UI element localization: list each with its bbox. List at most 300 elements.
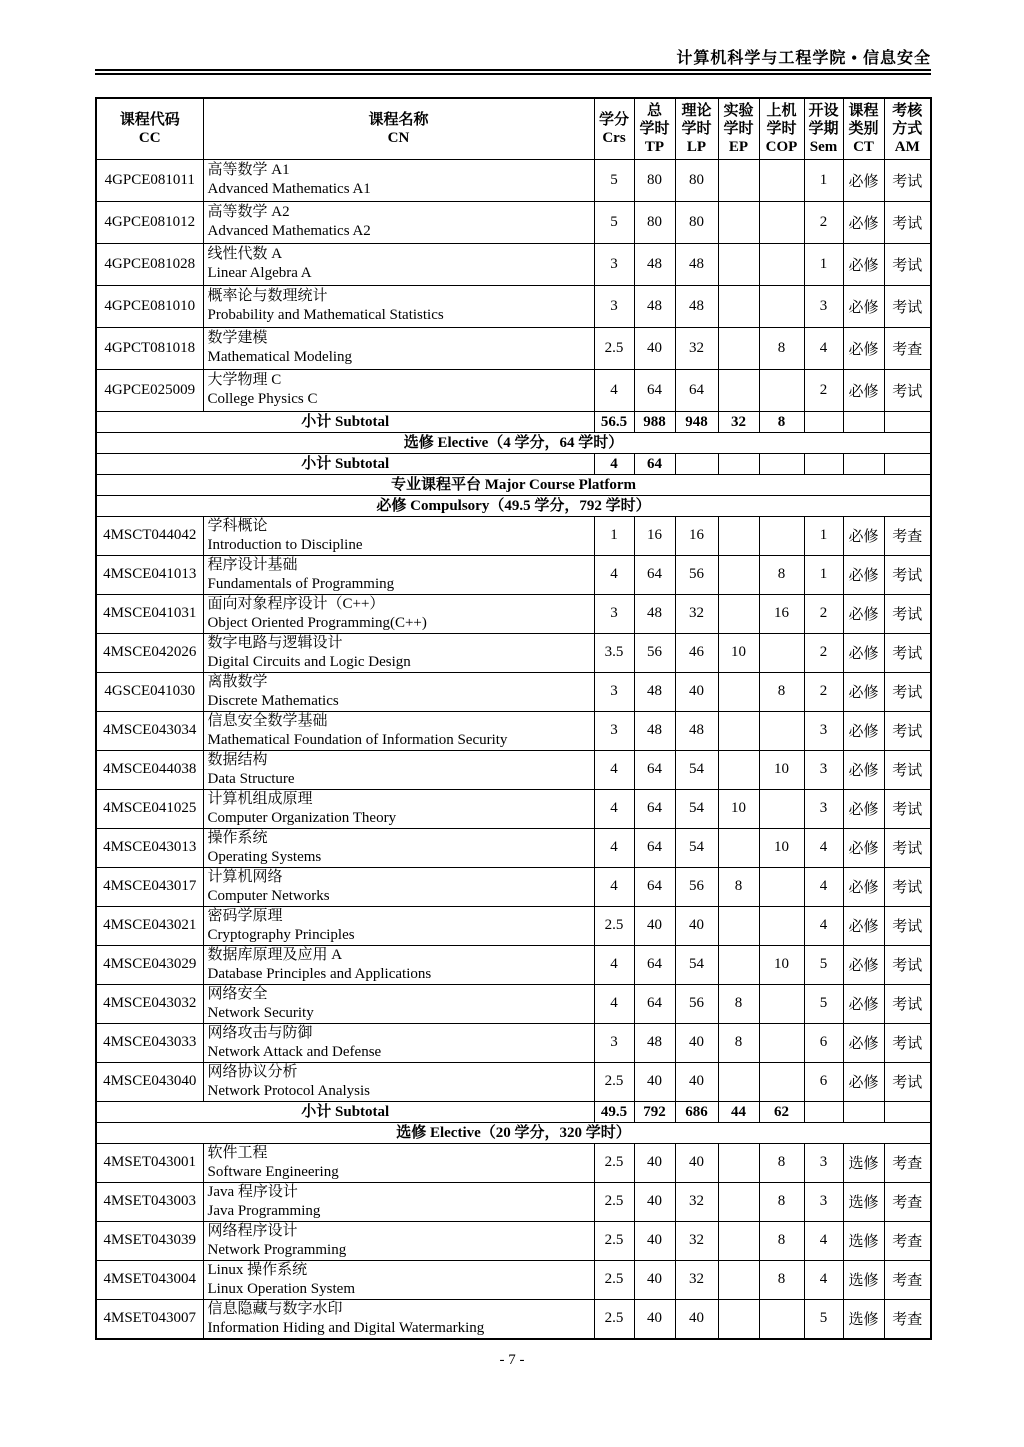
computer-periods-cell: 10 bbox=[759, 945, 804, 984]
section-header-row bbox=[96, 474, 931, 495]
course-row bbox=[96, 369, 931, 411]
course-code-cell: 4MSCE041013 bbox=[96, 555, 203, 594]
course-code-cell: 4GPCE025009 bbox=[96, 369, 203, 411]
course-type-cell: 必修 bbox=[843, 867, 884, 906]
total-periods-cell: 80 bbox=[634, 201, 675, 243]
experiment-periods-cell bbox=[718, 828, 759, 867]
credits-cell: 4 bbox=[594, 555, 634, 594]
assessment-method-cell: 考试 bbox=[884, 369, 931, 411]
subtotal-assessment-cell bbox=[884, 453, 931, 474]
experiment-periods-cell: 8 bbox=[718, 984, 759, 1023]
course-name-en: Data Structure bbox=[207, 770, 295, 787]
computer-periods-cell: 8 bbox=[759, 1221, 804, 1260]
total-periods-cell: 40 bbox=[634, 1260, 675, 1299]
assessment-method-cell: 考查 bbox=[884, 327, 931, 369]
course-type-cell: 必修 bbox=[843, 906, 884, 945]
experiment-periods-cell bbox=[718, 159, 759, 201]
credits-cell: 2.5 bbox=[594, 906, 634, 945]
credits-cell: 2.5 bbox=[594, 327, 634, 369]
assessment-method-cell: 考试 bbox=[884, 984, 931, 1023]
course-row bbox=[96, 750, 931, 789]
computer-periods-cell bbox=[759, 516, 804, 555]
computer-periods-cell: 16 bbox=[759, 594, 804, 633]
course-name-zh: 密码学原理 bbox=[207, 907, 283, 924]
semester-cell: 5 bbox=[804, 1299, 843, 1339]
document-header-title: 计算机科学与工程学院 • 信息安全 bbox=[676, 50, 931, 67]
course-name-cell bbox=[203, 984, 594, 1023]
semester-cell: 1 bbox=[804, 516, 843, 555]
course-name-zh: 计算机组成原理 bbox=[207, 790, 313, 807]
credits-cell: 4 bbox=[594, 750, 634, 789]
course-name-cell bbox=[203, 159, 594, 201]
course-name-zh: 网络协议分析 bbox=[207, 1063, 298, 1080]
semester-cell: 2 bbox=[804, 594, 843, 633]
total-periods-cell: 48 bbox=[634, 1023, 675, 1062]
computer-periods-cell bbox=[759, 1062, 804, 1101]
lecture-periods-cell: 32 bbox=[675, 1221, 718, 1260]
course-name-cell bbox=[203, 750, 594, 789]
semester-cell: 3 bbox=[804, 750, 843, 789]
course-name-cell bbox=[203, 711, 594, 750]
subtotal-assessment-cell bbox=[884, 411, 931, 432]
course-name-cell bbox=[203, 201, 594, 243]
computer-periods-cell: 10 bbox=[759, 750, 804, 789]
subtotal-label-cell: 小计 Subtotal bbox=[96, 411, 594, 432]
course-name-cell bbox=[203, 594, 594, 633]
credits-cell: 3 bbox=[594, 594, 634, 633]
subtotal-semester-cell bbox=[804, 453, 843, 474]
total-periods-cell: 40 bbox=[634, 906, 675, 945]
course-type-cell: 必修 bbox=[843, 750, 884, 789]
computer-periods-cell: 8 bbox=[759, 1260, 804, 1299]
total-periods-cell: 64 bbox=[634, 750, 675, 789]
course-name-cell bbox=[203, 1299, 594, 1339]
experiment-periods-cell: 8 bbox=[718, 867, 759, 906]
course-row bbox=[96, 243, 931, 285]
computer-periods-cell: 8 bbox=[759, 1143, 804, 1182]
section-header-row bbox=[96, 432, 931, 453]
computer-periods-cell: 8 bbox=[759, 555, 804, 594]
course-name-cell bbox=[203, 327, 594, 369]
total-periods-cell: 40 bbox=[634, 1143, 675, 1182]
course-name-cell bbox=[203, 1260, 594, 1299]
course-type-cell: 必修 bbox=[843, 159, 884, 201]
course-name-cell bbox=[203, 867, 594, 906]
course-name-en: Linux Operation System bbox=[207, 1280, 355, 1297]
course-type-cell: 必修 bbox=[843, 285, 884, 327]
course-code-cell: 4MSCE043021 bbox=[96, 906, 203, 945]
semester-cell: 4 bbox=[804, 906, 843, 945]
computer-periods-cell bbox=[759, 789, 804, 828]
experiment-periods-cell bbox=[718, 516, 759, 555]
assessment-method-cell: 考试 bbox=[884, 828, 931, 867]
course-name-zh: 数据库原理及应用 A bbox=[207, 946, 343, 963]
course-name-en: Mathematical Foundation of Information Security bbox=[207, 731, 508, 748]
course-type-cell: 必修 bbox=[843, 789, 884, 828]
course-name-en: Network Protocol Analysis bbox=[207, 1082, 370, 1099]
credits-cell: 4 bbox=[594, 828, 634, 867]
lecture-periods-cell: 48 bbox=[675, 285, 718, 327]
course-name-zh: 数字电路与逻辑设计 bbox=[207, 634, 343, 651]
computer-periods-cell bbox=[759, 633, 804, 672]
course-name-zh: 信息隐藏与数字水印 bbox=[207, 1300, 343, 1317]
course-code-cell: 4MSCE041031 bbox=[96, 594, 203, 633]
course-row bbox=[96, 1260, 931, 1299]
lecture-periods-cell: 80 bbox=[675, 159, 718, 201]
computer-periods-cell bbox=[759, 201, 804, 243]
subtotal-total-periods-cell: 792 bbox=[634, 1101, 675, 1122]
computer-periods-cell bbox=[759, 1299, 804, 1339]
assessment-method-cell: 考试 bbox=[884, 867, 931, 906]
course-code-cell: 4GPCE081012 bbox=[96, 201, 203, 243]
column-header-lp: 理论 学时 LP bbox=[675, 98, 718, 159]
lecture-periods-cell: 32 bbox=[675, 594, 718, 633]
total-periods-cell: 40 bbox=[634, 1182, 675, 1221]
section-label-cell: 选修 Elective（20 学分，320 学时） bbox=[96, 1122, 931, 1143]
credits-cell: 3 bbox=[594, 711, 634, 750]
semester-cell: 6 bbox=[804, 1023, 843, 1062]
course-row bbox=[96, 1299, 931, 1339]
total-periods-cell: 40 bbox=[634, 1299, 675, 1339]
credits-cell: 2.5 bbox=[594, 1221, 634, 1260]
total-periods-cell: 16 bbox=[634, 516, 675, 555]
course-code-cell: 4GPCE081011 bbox=[96, 159, 203, 201]
course-name-zh: 计算机网络 bbox=[207, 868, 283, 885]
column-header-ep: 实验 学时 EP bbox=[718, 98, 759, 159]
experiment-periods-cell bbox=[718, 369, 759, 411]
course-row bbox=[96, 1062, 931, 1101]
course-name-zh: 操作系统 bbox=[207, 829, 268, 846]
course-name-en: Probability and Mathematical Statistics bbox=[207, 307, 444, 323]
lecture-periods-cell: 80 bbox=[675, 201, 718, 243]
course-row bbox=[96, 867, 931, 906]
course-name-en: Advanced Mathematics A1 bbox=[207, 181, 371, 197]
subtotal-row bbox=[96, 453, 931, 474]
assessment-method-cell: 考试 bbox=[884, 750, 931, 789]
course-row bbox=[96, 1182, 931, 1221]
course-type-cell: 选修 bbox=[843, 1182, 884, 1221]
semester-cell: 3 bbox=[804, 285, 843, 327]
credits-cell: 2.5 bbox=[594, 1182, 634, 1221]
course-name-zh: 网络程序设计 bbox=[207, 1222, 298, 1239]
course-name-cell bbox=[203, 516, 594, 555]
course-name-zh: 学科概论 bbox=[207, 517, 268, 534]
course-type-cell: 必修 bbox=[843, 711, 884, 750]
credits-cell: 1 bbox=[594, 516, 634, 555]
course-code-cell: 4MSET043007 bbox=[96, 1299, 203, 1339]
semester-cell: 3 bbox=[804, 711, 843, 750]
course-row bbox=[96, 555, 931, 594]
credits-cell: 3 bbox=[594, 243, 634, 285]
course-code-cell: 4MSCT044042 bbox=[96, 516, 203, 555]
course-name-zh: 大学物理 C bbox=[207, 372, 282, 388]
subtotal-course-type-cell bbox=[843, 453, 884, 474]
lecture-periods-cell: 54 bbox=[675, 789, 718, 828]
course-code-cell: 4MSET043001 bbox=[96, 1143, 203, 1182]
course-row bbox=[96, 201, 931, 243]
lecture-periods-cell: 54 bbox=[675, 945, 718, 984]
assessment-method-cell: 考试 bbox=[884, 594, 931, 633]
course-name-en: Network Attack and Defense bbox=[207, 1043, 382, 1060]
semester-cell: 3 bbox=[804, 1143, 843, 1182]
course-name-en: Software Engineering bbox=[207, 1163, 339, 1180]
total-periods-cell: 40 bbox=[634, 1062, 675, 1101]
experiment-periods-cell bbox=[718, 750, 759, 789]
course-name-en: Mathematical Modeling bbox=[207, 349, 353, 365]
experiment-periods-cell bbox=[718, 672, 759, 711]
credits-cell: 4 bbox=[594, 867, 634, 906]
course-name-zh: 数据结构 bbox=[207, 751, 268, 768]
course-name-zh: 高等数学 A1 bbox=[207, 162, 290, 178]
assessment-method-cell: 考试 bbox=[884, 672, 931, 711]
subtotal-credits-cell: 49.5 bbox=[594, 1101, 634, 1122]
course-name-cell bbox=[203, 243, 594, 285]
experiment-periods-cell bbox=[718, 285, 759, 327]
course-name-cell bbox=[203, 1182, 594, 1221]
subtotal-computer-periods-cell: 62 bbox=[759, 1101, 804, 1122]
course-code-cell: 4MSCE044038 bbox=[96, 750, 203, 789]
semester-cell: 4 bbox=[804, 1221, 843, 1260]
lecture-periods-cell: 32 bbox=[675, 1260, 718, 1299]
course-code-cell: 4MSCE043017 bbox=[96, 867, 203, 906]
course-type-cell: 必修 bbox=[843, 516, 884, 555]
assessment-method-cell: 考查 bbox=[884, 1260, 931, 1299]
computer-periods-cell: 8 bbox=[759, 672, 804, 711]
course-code-cell: 4MSCE041025 bbox=[96, 789, 203, 828]
lecture-periods-cell: 32 bbox=[675, 1182, 718, 1221]
semester-cell: 2 bbox=[804, 369, 843, 411]
page-number: - 7 - bbox=[499, 1352, 525, 1368]
course-code-cell: 4MSET043003 bbox=[96, 1182, 203, 1221]
credits-cell: 3 bbox=[594, 672, 634, 711]
course-code-cell: 4MSCE043033 bbox=[96, 1023, 203, 1062]
assessment-method-cell: 考查 bbox=[884, 1143, 931, 1182]
credits-cell: 2.5 bbox=[594, 1299, 634, 1339]
course-name-zh: Linux 操作系统 bbox=[207, 1261, 308, 1278]
course-name-en: Computer Organization Theory bbox=[207, 809, 397, 826]
course-name-zh: 网络安全 bbox=[207, 985, 268, 1002]
course-row bbox=[96, 159, 931, 201]
course-row bbox=[96, 828, 931, 867]
lecture-periods-cell: 40 bbox=[675, 1143, 718, 1182]
course-name-zh: 概率论与数理统计 bbox=[207, 288, 328, 304]
experiment-periods-cell: 10 bbox=[718, 633, 759, 672]
course-name-en: Linear Algebra A bbox=[207, 265, 312, 281]
lecture-periods-cell: 40 bbox=[675, 906, 718, 945]
experiment-periods-cell bbox=[718, 327, 759, 369]
course-name-cell bbox=[203, 828, 594, 867]
section-label-cell: 专业课程平台 Major Course Platform bbox=[96, 474, 931, 495]
subtotal-lecture-periods-cell: 948 bbox=[675, 411, 718, 432]
column-header-am: 考核 方式 AM bbox=[884, 98, 931, 159]
subtotal-computer-periods-cell: 8 bbox=[759, 411, 804, 432]
section-header-row bbox=[96, 1122, 931, 1143]
subtotal-label-cell: 小计 Subtotal bbox=[96, 1101, 594, 1122]
assessment-method-cell: 考查 bbox=[884, 1182, 931, 1221]
course-row bbox=[96, 711, 931, 750]
subtotal-course-type-cell bbox=[843, 1101, 884, 1122]
course-name-zh: 网络攻击与防御 bbox=[207, 1024, 313, 1041]
computer-periods-cell: 10 bbox=[759, 828, 804, 867]
semester-cell: 1 bbox=[804, 555, 843, 594]
course-code-cell: 4GSCE041030 bbox=[96, 672, 203, 711]
lecture-periods-cell: 40 bbox=[675, 672, 718, 711]
course-code-cell: 4MSCE043034 bbox=[96, 711, 203, 750]
assessment-method-cell: 考试 bbox=[884, 906, 931, 945]
lecture-periods-cell: 56 bbox=[675, 984, 718, 1023]
credits-cell: 3.5 bbox=[594, 633, 634, 672]
lecture-periods-cell: 40 bbox=[675, 1023, 718, 1062]
course-code-cell: 4MSCE043032 bbox=[96, 984, 203, 1023]
table-header bbox=[96, 98, 931, 159]
experiment-periods-cell bbox=[718, 1062, 759, 1101]
course-name-zh: 数学建模 bbox=[207, 330, 268, 346]
course-type-cell: 选修 bbox=[843, 1299, 884, 1339]
lecture-periods-cell: 46 bbox=[675, 633, 718, 672]
credits-cell: 4 bbox=[594, 369, 634, 411]
course-row bbox=[96, 516, 931, 555]
experiment-periods-cell bbox=[718, 1221, 759, 1260]
course-name-cell bbox=[203, 1221, 594, 1260]
semester-cell: 6 bbox=[804, 1062, 843, 1101]
course-name-en: Database Principles and Applications bbox=[207, 965, 432, 982]
column-header-cn: 课程名称 CN bbox=[203, 98, 594, 159]
semester-cell: 1 bbox=[804, 159, 843, 201]
computer-periods-cell bbox=[759, 984, 804, 1023]
credits-cell: 4 bbox=[594, 789, 634, 828]
course-row bbox=[96, 1023, 931, 1062]
total-periods-cell: 48 bbox=[634, 243, 675, 285]
computer-periods-cell bbox=[759, 867, 804, 906]
table-body bbox=[96, 159, 931, 1339]
experiment-periods-cell bbox=[718, 945, 759, 984]
computer-periods-cell bbox=[759, 906, 804, 945]
course-row bbox=[96, 285, 931, 327]
experiment-periods-cell bbox=[718, 711, 759, 750]
semester-cell: 3 bbox=[804, 789, 843, 828]
subtotal-label-cell: 小计 Subtotal bbox=[96, 453, 594, 474]
course-type-cell: 必修 bbox=[843, 555, 884, 594]
lecture-periods-cell: 32 bbox=[675, 327, 718, 369]
semester-cell: 4 bbox=[804, 828, 843, 867]
lecture-periods-cell: 48 bbox=[675, 711, 718, 750]
total-periods-cell: 80 bbox=[634, 159, 675, 201]
assessment-method-cell: 考试 bbox=[884, 1023, 931, 1062]
course-name-cell bbox=[203, 672, 594, 711]
course-code-cell: 4GPCE081028 bbox=[96, 243, 203, 285]
computer-periods-cell bbox=[759, 285, 804, 327]
subtotal-total-periods-cell: 64 bbox=[634, 453, 675, 474]
total-periods-cell: 48 bbox=[634, 594, 675, 633]
semester-cell: 2 bbox=[804, 201, 843, 243]
course-name-en: Digital Circuits and Logic Design bbox=[207, 653, 411, 670]
course-code-cell: 4MSCE043013 bbox=[96, 828, 203, 867]
semester-cell: 4 bbox=[804, 867, 843, 906]
total-periods-cell: 64 bbox=[634, 555, 675, 594]
course-name-en: Information Hiding and Digital Watermarking bbox=[207, 1319, 485, 1336]
subtotal-row bbox=[96, 411, 931, 432]
computer-periods-cell bbox=[759, 159, 804, 201]
subtotal-experiment-periods-cell: 32 bbox=[718, 411, 759, 432]
course-type-cell: 必修 bbox=[843, 594, 884, 633]
experiment-periods-cell bbox=[718, 1143, 759, 1182]
total-periods-cell: 40 bbox=[634, 327, 675, 369]
total-periods-cell: 64 bbox=[634, 369, 675, 411]
course-row bbox=[96, 1221, 931, 1260]
subtotal-semester-cell bbox=[804, 1101, 843, 1122]
total-periods-cell: 64 bbox=[634, 789, 675, 828]
course-row bbox=[96, 594, 931, 633]
course-type-cell: 选修 bbox=[843, 1221, 884, 1260]
course-type-cell: 选修 bbox=[843, 1143, 884, 1182]
course-row bbox=[96, 789, 931, 828]
assessment-method-cell: 考试 bbox=[884, 159, 931, 201]
course-row bbox=[96, 945, 931, 984]
subtotal-experiment-periods-cell: 44 bbox=[718, 1101, 759, 1122]
credits-cell: 5 bbox=[594, 201, 634, 243]
section-label-cell: 必修 Compulsory（49.5 学分，792 学时） bbox=[96, 495, 931, 516]
lecture-periods-cell: 54 bbox=[675, 828, 718, 867]
credits-cell: 2.5 bbox=[594, 1062, 634, 1101]
course-name-zh: 离散数学 bbox=[207, 673, 268, 690]
lecture-periods-cell: 56 bbox=[675, 555, 718, 594]
course-row bbox=[96, 1143, 931, 1182]
course-name-zh: 线性代数 A bbox=[207, 246, 283, 262]
assessment-method-cell: 考试 bbox=[884, 285, 931, 327]
total-periods-cell: 64 bbox=[634, 984, 675, 1023]
semester-cell: 2 bbox=[804, 672, 843, 711]
assessment-method-cell: 考试 bbox=[884, 243, 931, 285]
course-name-en: Computer Networks bbox=[207, 887, 330, 904]
course-name-cell bbox=[203, 789, 594, 828]
total-periods-cell: 48 bbox=[634, 711, 675, 750]
course-type-cell: 必修 bbox=[843, 243, 884, 285]
computer-periods-cell bbox=[759, 711, 804, 750]
column-header-ct: 课程 类别 CT bbox=[843, 98, 884, 159]
course-name-zh: 高等数学 A2 bbox=[207, 204, 290, 220]
course-type-cell: 必修 bbox=[843, 369, 884, 411]
column-header-cop: 上机 学时 COP bbox=[759, 98, 804, 159]
assessment-method-cell: 考查 bbox=[884, 516, 931, 555]
computer-periods-cell bbox=[759, 369, 804, 411]
subtotal-lecture-periods-cell: 686 bbox=[675, 1101, 718, 1122]
experiment-periods-cell bbox=[718, 1182, 759, 1221]
course-type-cell: 必修 bbox=[843, 1023, 884, 1062]
course-name-zh: 面向对象程序设计（C++） bbox=[207, 595, 385, 612]
total-periods-cell: 64 bbox=[634, 828, 675, 867]
semester-cell: 4 bbox=[804, 327, 843, 369]
course-type-cell: 必修 bbox=[843, 633, 884, 672]
subtotal-total-periods-cell: 988 bbox=[634, 411, 675, 432]
lecture-periods-cell: 40 bbox=[675, 1299, 718, 1339]
course-name-en: Discrete Mathematics bbox=[207, 692, 339, 709]
lecture-periods-cell: 48 bbox=[675, 243, 718, 285]
course-name-en: Cryptography Principles bbox=[207, 926, 355, 943]
computer-periods-cell bbox=[759, 243, 804, 285]
assessment-method-cell: 考试 bbox=[884, 789, 931, 828]
course-type-cell: 必修 bbox=[843, 672, 884, 711]
course-type-cell: 必修 bbox=[843, 327, 884, 369]
course-name-zh: 程序设计基础 bbox=[207, 556, 298, 573]
experiment-periods-cell bbox=[718, 1260, 759, 1299]
header-divider-rule bbox=[95, 69, 931, 75]
course-name-cell bbox=[203, 945, 594, 984]
course-type-cell: 选修 bbox=[843, 1260, 884, 1299]
course-type-cell: 必修 bbox=[843, 1062, 884, 1101]
subtotal-credits-cell: 4 bbox=[594, 453, 634, 474]
semester-cell: 2 bbox=[804, 633, 843, 672]
course-row bbox=[96, 906, 931, 945]
